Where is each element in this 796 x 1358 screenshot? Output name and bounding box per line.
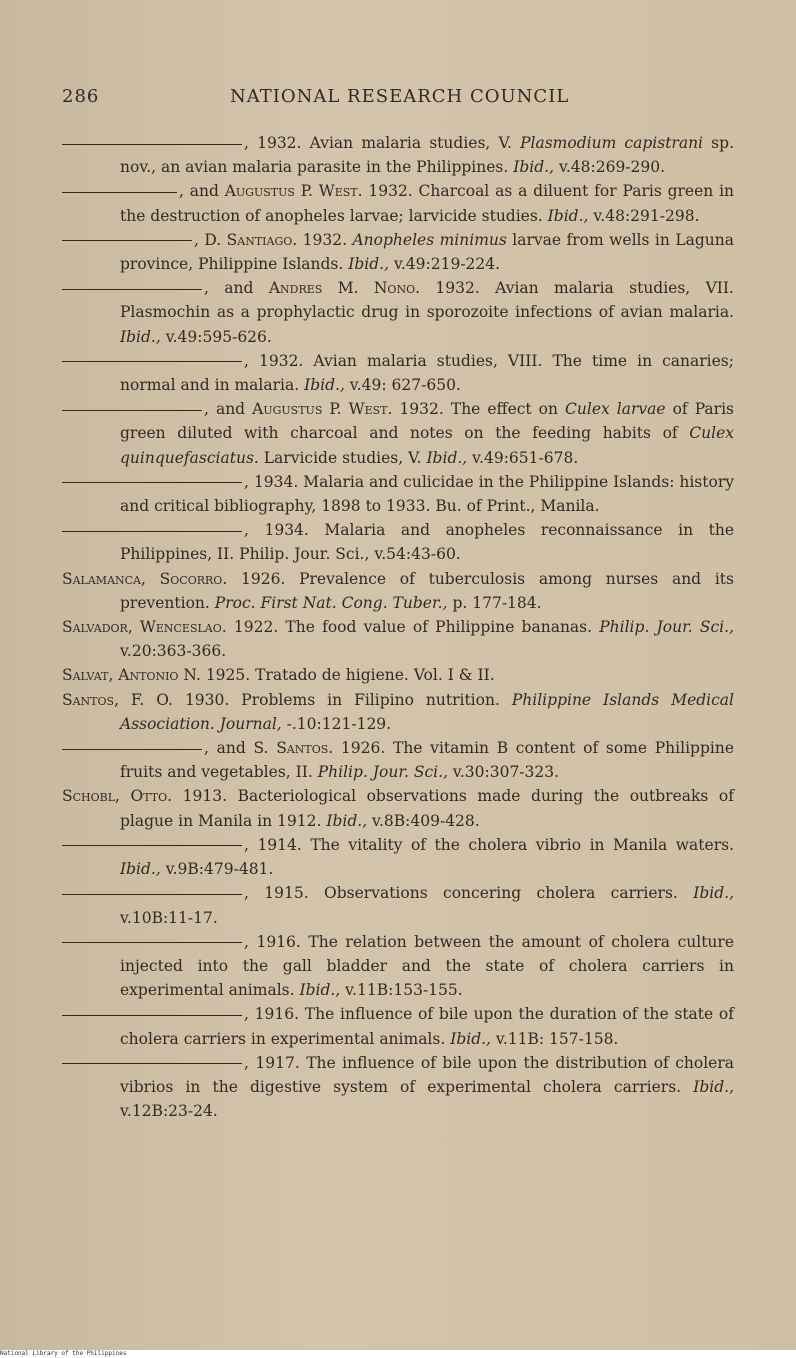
entry-text: 1932. Avian malaria studies, VII. Plasmochin as a prophylactic drug in sporozoite infections of avian malaria. (120, 279, 734, 322)
entry-text: , D. (194, 230, 227, 249)
entry-text: v.48:269-290. (554, 158, 666, 177)
reference-entry (62, 276, 734, 349)
reference-entry (62, 881, 734, 929)
coauthor-name: Santiago. (226, 230, 298, 249)
entry-text: 1913. Bacteriological observations made during the outbreaks of plague in Manila in 1912. (120, 787, 734, 830)
reference-list (62, 131, 734, 1123)
italic-text: Philip. Jour. Sci., (317, 763, 448, 782)
reference-entry (62, 1002, 734, 1050)
reference-entry (62, 930, 734, 1003)
ditto-dash (62, 894, 242, 895)
entry-text: , 1915. Observations concering cholera carriers. (244, 884, 694, 903)
running-title: NATIONAL RESEARCH COUNCIL (230, 86, 570, 107)
italic-text: Anopheles minimus (352, 230, 507, 249)
author-name: Santos, F. O. (62, 690, 173, 709)
entry-text: v.20:363-366. (120, 642, 227, 661)
italic-text: Plasmodium capistrani (520, 134, 704, 152)
italic-text: Ibid., (513, 158, 555, 177)
entry-text: p. 177-184. (447, 593, 542, 612)
entry-text: , 1916. The influence of bile upon the duration of the state of cholera carriers in experimental animals. (120, 1005, 734, 1048)
entry-text: 1922. The food value of Philippine bananas. (226, 618, 600, 637)
reference-entry (62, 567, 734, 615)
entry-text: v.49:651-678. (467, 448, 579, 467)
reference-entry (62, 470, 734, 518)
italic-text: Ibid., (693, 884, 734, 903)
entry-text: , 1934. Malaria and culicidae in the Philippine Islands: history and critical bibliography, 1898 to 1933. Bu. of Print., Manila. (120, 472, 734, 516)
ditto-dash (62, 942, 242, 943)
ditto-dash (62, 192, 177, 193)
entry-text: v.11B: 157-158. (490, 1029, 619, 1048)
italic-text: Proc. First Nat. Cong. Tuber., (214, 593, 448, 612)
ditto-dash (62, 240, 192, 241)
entry-text: Larvicide studies, V. (258, 448, 427, 467)
reference-entry (62, 615, 734, 663)
italic-text: Ibid., (450, 1029, 491, 1048)
entry-text: sp. nov., an avian malaria parasite in the Philippines. (120, 134, 734, 177)
ditto-dash (62, 361, 242, 362)
entry-text: 1926. The vitamin B content of some Philippine fruits and vegetables, II. (120, 739, 734, 782)
reference-entry (62, 179, 734, 227)
entry-text: -.10:121-129. (281, 714, 392, 733)
reference-entry (62, 131, 734, 179)
coauthor-name: Andres M. Nono. (268, 279, 421, 298)
entry-text: 1930. Problems in Filipino nutrition. (172, 690, 512, 709)
ditto-dash (62, 531, 242, 532)
entry-text: , and (204, 279, 269, 298)
reference-entry (62, 833, 734, 881)
entry-text: larvae from wells in Laguna province, Philippine Islands. (120, 230, 734, 274)
coauthor-name: Santos. (276, 739, 334, 758)
entry-text: v.8B:409-428. (367, 811, 480, 830)
entry-text: , 1934. Malaria and anopheles reconnaissance in the Philippines, II. Philip. Jour. Sci., v.54:43-60. (120, 521, 734, 564)
ditto-dash (62, 410, 202, 411)
italic-text: Philippine Islands Medical Association. Journal, (120, 690, 734, 733)
library-footer (0, 1350, 796, 1358)
entry-text: , 1917. The influence of bile upon the distribution of cholera vibrios in the digestive system of experimental cholera carriers. (120, 1053, 734, 1096)
entry-text: v.49:219-224. (389, 255, 501, 274)
italic-text: Ibid., (304, 376, 345, 395)
ditto-dash (62, 1015, 242, 1016)
entry-text: v.30:307-323. (448, 763, 560, 782)
entry-text: , 1916. The relation between the amount of cholera culture injected into the gall bladder and the state of cholera carriers in experimental animals. (120, 932, 734, 1000)
entry-text: v.48:291-298. (588, 206, 700, 225)
ditto-dash (62, 749, 202, 750)
italic-text: Ibid., (693, 1077, 734, 1096)
italic-text: Ibid., (547, 206, 589, 225)
entry-text: 1926. Prevalence of tuberculosis among nurses and its prevention. (120, 569, 734, 612)
italic-text: Ibid., (120, 860, 161, 879)
italic-text: Ibid., (299, 981, 341, 1000)
entry-text: 1932. (297, 230, 353, 249)
reference-entry (62, 518, 734, 566)
entry-text: v.10B:11-17. (120, 908, 218, 927)
reference-entry (62, 349, 734, 397)
italic-text: Culex quinquefasciatus. (120, 424, 734, 467)
entry-text: 1932. The effect on (392, 400, 566, 419)
entry-text: v.9B:479-481. (160, 860, 274, 879)
italic-text: Philip. Jour. Sci., (599, 618, 734, 637)
entry-text: , 1914. The vitality of the cholera vibrio in Manila waters. (244, 835, 734, 854)
entry-text: v.12B:23-24. (120, 1102, 218, 1121)
reference-entry (62, 736, 734, 784)
entry-text: of Paris green diluted with charcoal and notes on the feeding habits of (120, 400, 734, 443)
reference-entry (62, 784, 734, 832)
reference-entry (62, 228, 734, 276)
italic-text: Ibid., (426, 448, 468, 467)
reference-entry (62, 1051, 734, 1124)
page-number: 286 (62, 86, 100, 107)
ditto-dash (62, 144, 242, 145)
entry-text: , and (179, 182, 225, 201)
footer-text: National Library of the Philippines (0, 1350, 127, 1357)
reference-entry (62, 688, 734, 736)
ditto-dash (62, 1063, 242, 1064)
author-name: Salamanca, Socorro. (62, 569, 228, 588)
entry-text: , and (204, 400, 253, 419)
page-header (62, 86, 682, 110)
reference-entry (62, 397, 734, 470)
ditto-dash (62, 289, 202, 290)
entry-text: 1932. Charcoal as a diluent for Paris green in the destruction of anopheles larvae; larvicide studies. (120, 182, 735, 225)
reference-entry (62, 663, 734, 687)
italic-text: Ibid., (326, 811, 368, 830)
entry-text: v.11B:153-155. (340, 981, 463, 1000)
italic-text: Ibid., (348, 255, 390, 274)
italic-text: Culex larvae (565, 400, 666, 419)
ditto-dash (62, 845, 242, 846)
author-name: Salvador, Wenceslao. (62, 618, 227, 637)
entry-text: v.49:595-626. (160, 327, 272, 346)
entry-text: , and S. (204, 739, 277, 758)
author-name: Salvat, Antonio N. (62, 666, 201, 685)
ditto-dash (62, 482, 242, 483)
entry-text: , 1932. Avian malaria studies, V. (244, 134, 521, 152)
entry-text: 1925. Tratado de higiene. Vol. I & II. (200, 666, 495, 685)
author-name: Schobl, Otto. (62, 787, 173, 806)
coauthor-name: Augustus P. West. (252, 400, 393, 419)
coauthor-name: Augustus P. West. (224, 182, 363, 201)
entry-text: v.49: 627-650. (344, 376, 461, 395)
entry-text: , 1932. Avian malaria studies, VIII. The time in canaries; normal and in malaria. (120, 351, 734, 395)
italic-text: Ibid., (120, 327, 161, 346)
